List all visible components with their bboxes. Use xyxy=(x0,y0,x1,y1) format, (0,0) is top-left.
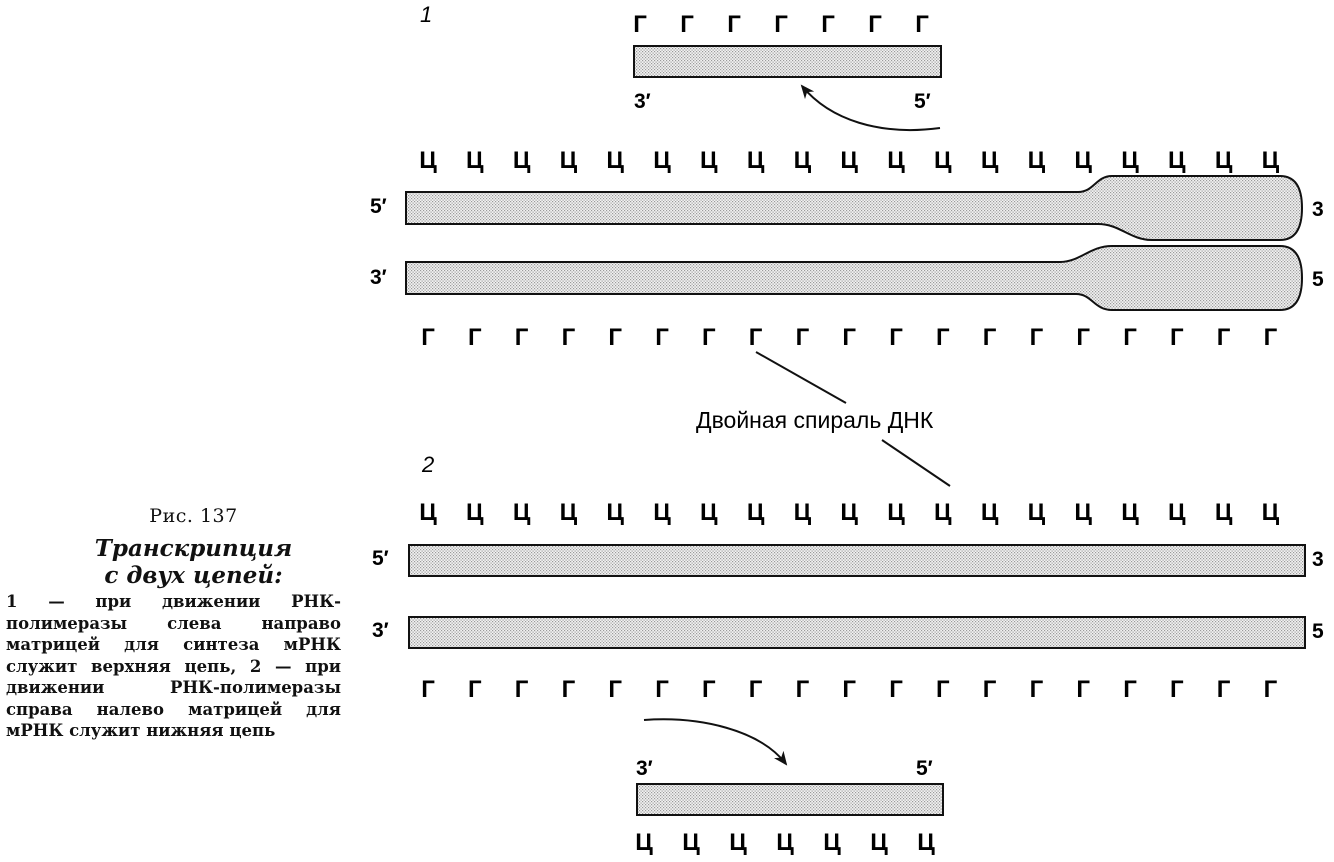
panel-1-upper-base-6: Ц xyxy=(653,147,671,174)
dna-double-helix-label: Двойная спираль ДНК xyxy=(696,407,934,433)
panel-1-upper-base-4: Ц xyxy=(559,147,578,174)
panel-1-lower-base-3: Г xyxy=(514,324,529,351)
panel-1-upper-base-15: Ц xyxy=(1074,147,1092,174)
panel-2-upper-base-3: Ц xyxy=(512,499,531,526)
panel-2-lower-base-4: Г xyxy=(561,676,576,703)
panel-2-lower-base-11: Г xyxy=(889,676,903,703)
panel-2-upper-base-9: Ц xyxy=(793,499,812,526)
panel-1-mrna-strand xyxy=(634,46,941,77)
panel-1-lower-base-17: Г xyxy=(1169,324,1184,351)
panel-1-lower-base-9: Г xyxy=(795,324,810,351)
panel-1-lower-base-4: Г xyxy=(561,324,576,351)
panel-1-upper-base-16: Ц xyxy=(1121,147,1139,174)
panel-2-upper-base-1: Ц xyxy=(419,499,437,526)
panel-2-upper-base-14: Ц xyxy=(1027,499,1046,526)
panel-1-lower-5-end: 5 xyxy=(1312,268,1324,291)
panel-2-upper-dna-strand xyxy=(409,545,1305,576)
panel-1-lower-bases xyxy=(421,324,1277,351)
panel-1-lower-base-1: Г xyxy=(421,324,435,351)
panel-1-lower-base-5: Г xyxy=(608,324,623,351)
panel-2-upper-3-end: 3 xyxy=(1312,548,1324,571)
panel-2-rna-base-6: Ц xyxy=(870,829,888,856)
panel-2-upper-base-19: Ц xyxy=(1261,499,1280,526)
panel-1-rna-base-6: Г xyxy=(868,11,882,38)
panel-2-lower-base-6: Г xyxy=(655,676,669,703)
panel-2-lower-bases xyxy=(421,676,1277,703)
figure-title-line-2: с двух цепей: xyxy=(104,562,283,589)
panel-2-upper-bases xyxy=(419,499,1279,526)
panel-1-upper-dna-strand xyxy=(406,176,1302,240)
panel-2-lower-dna-strand xyxy=(409,617,1305,648)
panel-1-upper-5-end: 5′ xyxy=(370,195,387,218)
panel-2-upper-base-16: Ц xyxy=(1121,499,1139,526)
panel-2-rna-base-1: Ц xyxy=(635,829,653,856)
panel-2-lower-base-13: Г xyxy=(982,676,997,703)
panel-1-rna-base-4: Г xyxy=(774,11,788,38)
panel-1-lower-base-13: Г xyxy=(982,324,997,351)
panel-2-number: 2 xyxy=(422,452,435,477)
panel-2-lower-5-end: 5 xyxy=(1312,620,1324,643)
figure-title-line-1: Транскрипция xyxy=(94,535,293,562)
panel-1-upper-base-2: Ц xyxy=(466,147,484,174)
panel-1-upper-base-12: Ц xyxy=(934,147,952,174)
panel-1-number: 1 xyxy=(420,2,433,27)
panel-2-upper-base-10: Ц xyxy=(840,499,858,526)
panel-2-upper-base-15: Ц xyxy=(1074,499,1092,526)
panel-1-rna-base-5: Г xyxy=(821,11,835,38)
panel-1-upper-base-8: Ц xyxy=(746,147,765,174)
panel-2-rna-base-3: Ц xyxy=(729,829,747,856)
panel-1-lower-base-12: Г xyxy=(935,324,950,351)
panel-1-mrna-3-end: 3′ xyxy=(634,90,651,113)
panel-1-mrna-5-end: 5′ xyxy=(914,90,931,113)
panel-2-upper-base-12: Ц xyxy=(934,499,952,526)
panel-1-rna-bases xyxy=(633,11,929,38)
figure-description: 1 — при движении РНК-полимеразы слева направо матрицей для синтеза мРНК служит верхняя цепь, 2 — при движении РНК-полимеразы справа налево матрицей для мРНК служит нижняя цепь xyxy=(6,592,341,740)
panel-1-upper-base-17: Ц xyxy=(1168,147,1186,174)
panel-1-lower-base-14: Г xyxy=(1029,324,1044,351)
panel-1-upper-base-9: Ц xyxy=(793,147,812,174)
panel-2-upper-base-2: Ц xyxy=(466,499,484,526)
panel-1-lower-base-8: Г xyxy=(748,324,763,351)
panel-1-lower-base-18: Г xyxy=(1216,324,1231,351)
panel-1-lower-base-19: Г xyxy=(1263,324,1278,351)
panel-1-upper-bases xyxy=(419,147,1279,174)
panel-1-lower-base-6: Г xyxy=(655,324,669,351)
panel-2-lower-base-8: Г xyxy=(748,676,763,703)
panel-2-lower-base-5: Г xyxy=(608,676,623,703)
panel-2-rna-base-7: Ц xyxy=(917,829,935,856)
panel-2-upper-base-5: Ц xyxy=(606,499,624,526)
panel-2-upper-5-end: 5′ xyxy=(372,547,389,570)
panel-2-lower-base-7: Г xyxy=(701,676,716,703)
panel-2-mrna-5-end: 5′ xyxy=(916,757,933,780)
panel-1-upper-base-1: Ц xyxy=(419,147,437,174)
panel-1-lower-base-15: Г xyxy=(1076,324,1091,351)
panel-2-lower-base-14: Г xyxy=(1029,676,1044,703)
panel-1-rna-base-1: Г xyxy=(633,11,647,38)
panel-2-upper-base-8: Ц xyxy=(746,499,765,526)
panel-2-lower-base-17: Г xyxy=(1169,676,1184,703)
panel-1-upper-3-end: 3 xyxy=(1312,198,1324,221)
panel-1-lower-base-16: Г xyxy=(1123,324,1137,351)
panel-1-upper-base-11: Ц xyxy=(887,147,905,174)
panel-1-upper-base-19: Ц xyxy=(1261,147,1280,174)
panel-2-lower-base-15: Г xyxy=(1076,676,1091,703)
panel-2-upper-base-11: Ц xyxy=(887,499,905,526)
figure-number: Рис. 137 xyxy=(149,505,238,527)
panel-2-upper-base-17: Ц xyxy=(1168,499,1186,526)
panel-2-lower-base-2: Г xyxy=(467,676,482,703)
panel-2-upper-base-7: Ц xyxy=(700,499,718,526)
panel-1-upper-base-7: Ц xyxy=(700,147,718,174)
panel-1-lower-base-7: Г xyxy=(701,324,716,351)
panel-2-lower-base-10: Г xyxy=(842,676,857,703)
panel-2-rna-base-5: Ц xyxy=(823,829,841,856)
panel-1-upper-base-3: Ц xyxy=(512,147,531,174)
panel-2-mrna-strand xyxy=(637,784,943,815)
panel-2-upper-base-4: Ц xyxy=(559,499,578,526)
panel-1-lower-3-end: 3′ xyxy=(370,266,387,289)
panel-1-upper-base-13: Ц xyxy=(980,147,999,174)
panel-1-lower-base-11: Г xyxy=(889,324,903,351)
panel-1-rna-base-7: Г xyxy=(915,11,929,38)
panel-1-lower-base-10: Г xyxy=(842,324,857,351)
panel-2-rna-base-2: Ц xyxy=(682,829,700,856)
panel-1-upper-base-5: Ц xyxy=(606,147,624,174)
panel-1-upper-base-14: Ц xyxy=(1027,147,1046,174)
panel-2-upper-base-18: Ц xyxy=(1214,499,1233,526)
panel-2-lower-base-3: Г xyxy=(514,676,529,703)
dna-label-leader-top xyxy=(756,352,846,403)
panel-1-upper-base-18: Ц xyxy=(1214,147,1233,174)
panel-2-rna-base-4: Ц xyxy=(776,829,794,856)
panel-2-lower-base-1: Г xyxy=(421,676,435,703)
panel-1-upper-base-10: Ц xyxy=(840,147,858,174)
panel-2-lower-base-16: Г xyxy=(1123,676,1137,703)
panel-2-direction-arrow xyxy=(644,719,786,764)
panel-2-upper-base-6: Ц xyxy=(653,499,671,526)
panel-1-rna-base-3: Г xyxy=(727,11,741,38)
panel-2-upper-base-13: Ц xyxy=(980,499,999,526)
panel-1-lower-dna-strand xyxy=(406,246,1302,310)
figure-caption xyxy=(6,505,341,742)
panel-2-lower-base-19: Г xyxy=(1263,676,1278,703)
panel-2-lower-base-12: Г xyxy=(935,676,950,703)
panel-1-rna-base-2: Г xyxy=(680,11,694,38)
dna-label-leader-bottom xyxy=(882,440,950,486)
panel-2-lower-base-18: Г xyxy=(1216,676,1231,703)
panel-2-lower-base-9: Г xyxy=(795,676,810,703)
panel-1-lower-base-2: Г xyxy=(467,324,482,351)
panel-2-rna-bases xyxy=(635,829,935,856)
panel-2-lower-3-end: 3′ xyxy=(372,619,389,642)
panel-2-mrna-3-end: 3′ xyxy=(636,757,653,780)
